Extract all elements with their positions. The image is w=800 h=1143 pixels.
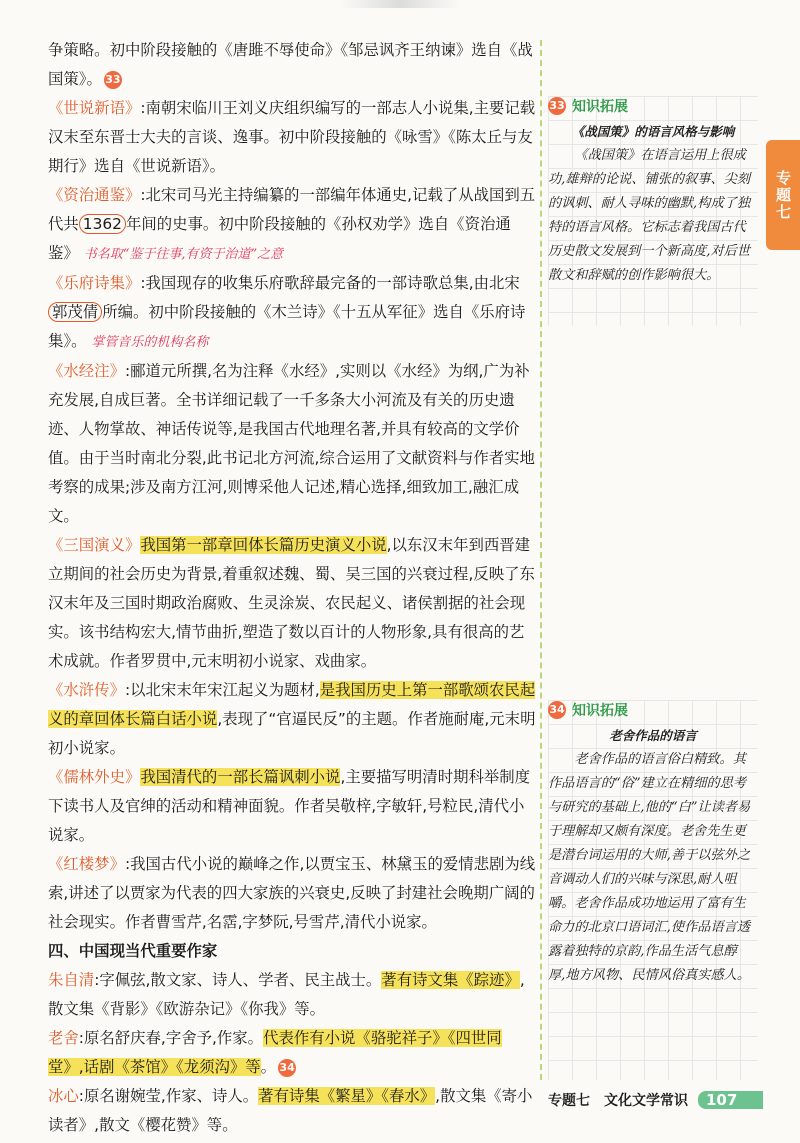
- page-footer: [548, 1090, 763, 1110]
- highlight-sanguo: 我国第一部章回体长篇历史演义小说: [140, 536, 387, 554]
- kw-honglou: 《红楼梦》: [48, 855, 125, 873]
- para-shishuo: 《世说新语》:南朝宋临川王刘义庆组织编写的一部志人小说集,主要记载汉末至东晋士大夫的言谈、逸事。初中阶段接触的《咏雪》《陈太丘与友期行》选自《世说新语》。: [48, 99, 536, 175]
- sidebar-box-laoshe: [548, 700, 758, 1080]
- section-heading: 四、中国现当代重要作家: [48, 942, 218, 960]
- sidebar-text: 老舍作品的语言俗白精致。其作品语言的“俗”建立在精细的思考与研究的基础上,他的“白”让读者易于理解却又颇有深度。老舍先生更是潜台词运用的大师,善于以弦外之音调动人们的兴味与深思,耐人咀嚼。老舍作品成功地运用了富有生命力的北京口语词汇,使作品语言透露着独特的京韵,作品生活气息醇厚,地方风物、民情风俗真实感人。: [548, 752, 751, 983]
- para-shuihu: 《水浒传》:以北宋末年宋江起义为题材,是我国历史上第一部歌颂农民起义的章回体长篇白话小说,表现了“官逼民反”的主题。作者施耐庵,元末明初小说家。: [48, 681, 536, 757]
- sidebar-box-zhanguoce: [548, 96, 758, 326]
- para-sanguo: 《三国演义》我国第一部章回体长篇历史演义小说,以东汉末年到西晋建立期间的社会历史为背景,着重叙述魏、蜀、吴三国的兴衰过程,反映了东汉末年及三国时期政治腐败、生灵涂炭、农民起义、诸侯割据的社会现实。该书结构宏大,情节曲折,塑造了数以百计的人物形象,具有很高的艺术成就。作者罗贯中,元末明初小说家、戏曲家。: [48, 536, 535, 670]
- kw-zhuziqing: 朱自清: [48, 971, 95, 989]
- kw-shuijing: 《水经注》: [48, 362, 125, 380]
- circled-1362: 1362: [79, 214, 126, 234]
- handwritten-note-yuefu: 掌管音乐的机构名称: [91, 335, 209, 350]
- kw-laoshe: 老舍: [48, 1029, 79, 1047]
- highlight-rulin: 我国清代的一部长篇讽刺小说: [140, 768, 341, 786]
- para-zizhi: 《资治通鉴》:北宋司马光主持编纂的一部编年体通史,记载了从战国到五代共 1362 年间的史事。初中阶段接触的《孙权劝学》选自《资治通鉴》 书名取“鉴于往事,有资于治道”之意: [48, 186, 536, 262]
- column-divider: [540, 40, 542, 1080]
- kw-rulin: 《儒林外史》: [48, 768, 141, 786]
- badge-33: 33: [104, 71, 122, 89]
- circled-guomaoqian: 郭茂倩: [48, 302, 102, 322]
- kw-shishuo: 《世说新语》: [48, 99, 141, 117]
- sidebar-title: 老舍作品的语言: [609, 728, 697, 743]
- para-bingxin: 冰心:原名谢婉莹,作家、诗人。著有诗集《繁星》《春水》,散文集《寄小读者》,散文《樱花赞》等。: [48, 1087, 533, 1134]
- kw-zizhi: 《资治通鉴》: [48, 186, 141, 204]
- sidebar-badge-34: 34: [548, 701, 566, 719]
- sidebar-text: 《战国策》在语言运用上很成功,雄辩的论说、铺张的叙事、尖刻的讽刺、耐人寻味的幽默,构成了独特的语言风格。它标志着我国古代历史散文发展到一个新高度,对后世散文和辞赋的创作影响很大。: [548, 148, 751, 283]
- sidebar-heading: 33 知识拓展: [549, 99, 628, 115]
- highlight-laoshe: 代表作有小说《骆驼祥子》《四世同堂》,话剧《茶馆》《龙须沟》等: [48, 1029, 502, 1076]
- sidebar-title: 《战国策》的语言风格与影响: [571, 124, 735, 139]
- page-top-mark: [340, 0, 460, 8]
- footer-label: 专题七 文化文学常识: [548, 1093, 688, 1109]
- kw-shuihu: 《水浒传》: [48, 681, 125, 699]
- sidebar-heading: 34 知识拓展: [549, 703, 628, 719]
- para-rulin: 《儒林外史》我国清代的一部长篇讽刺小说,主要描写明清时期科举制度下读书人及官绅的活动和精神面貌。作者吴敬梓,字敏轩,号粒民,清代小说家。: [48, 768, 531, 844]
- badge-34: 34: [278, 1059, 296, 1077]
- para-yuefu: 《乐府诗集》:我国现存的收集乐府歌辞最完备的一部诗歌总集,由北宋郭茂倩 所编。初中阶段接触的《木兰诗》《十五从军征》选自《乐府诗集》。 掌管音乐的机构名称: [48, 274, 526, 350]
- para-laoshe: 老舍:原名舒庆春,字舍予,作家。代表作有小说《骆驼祥子》《四世同堂》,话剧《茶馆》《龙须沟》等。 34: [48, 1029, 502, 1076]
- kw-sanguo: 《三国演义》: [48, 536, 141, 554]
- para-zhuziqing: 朱自清:字佩弦,散文家、诗人、学者、民主战士。著有诗文集《踪迹》,散文集《背影》《欧游杂记》《你我》等。: [48, 971, 525, 1018]
- para-shuijing: 《水经注》:郦道元所撰,名为注释《水经》,实则以《水经》为纲,广为补充发展,自成巨著。全书详细记载了一千多条大小河流及有关的历史遗迹、人物掌故、神话传说等,是我国古代地理名著,并具有较高的文学价值。由于当时南北分裂,此书记北方河流,综合运用了文献资料与作者实地考察的成果;涉及南方江河,则博采他人记述,精心选择,细致加工,融汇成文。: [48, 362, 535, 525]
- highlight-bingxin: 著有诗集《繁星》《春水》: [258, 1087, 436, 1105]
- chapter-tab: 专题七: [766, 140, 800, 250]
- sidebar-badge-33: 33: [548, 97, 566, 115]
- para-intro: 争策略。初中阶段接触的《唐雎不辱使命》《邹忌讽齐王纳谏》选自《战国策》。 33: [48, 41, 533, 88]
- main-column: [48, 36, 536, 1140]
- kw-yuefu: 《乐府诗集》: [48, 274, 141, 292]
- highlight-shuihu: 是我国历史上第一部歌颂农民起义的章回体长篇白话小说: [48, 681, 536, 728]
- kw-bingxin: 冰心: [48, 1087, 79, 1105]
- handwritten-note-zizhi: 书名取“鉴于往事,有资于治道”之意: [83, 247, 284, 262]
- para-honglou: 《红楼梦》:我国古代小说的巅峰之作,以贾宝玉、林黛玉的爱情悲剧为线索,讲述了以贾家为代表的四大家族的兴衰史,反映了封建社会晚期广阔的社会现实。作者曹雪芹,名霑,字梦阮,号雪芹,清代小说家。: [48, 855, 536, 931]
- highlight-zhuziqing: 著有诗文集《踪迹》: [381, 971, 520, 989]
- page-number: 107: [698, 1091, 763, 1109]
